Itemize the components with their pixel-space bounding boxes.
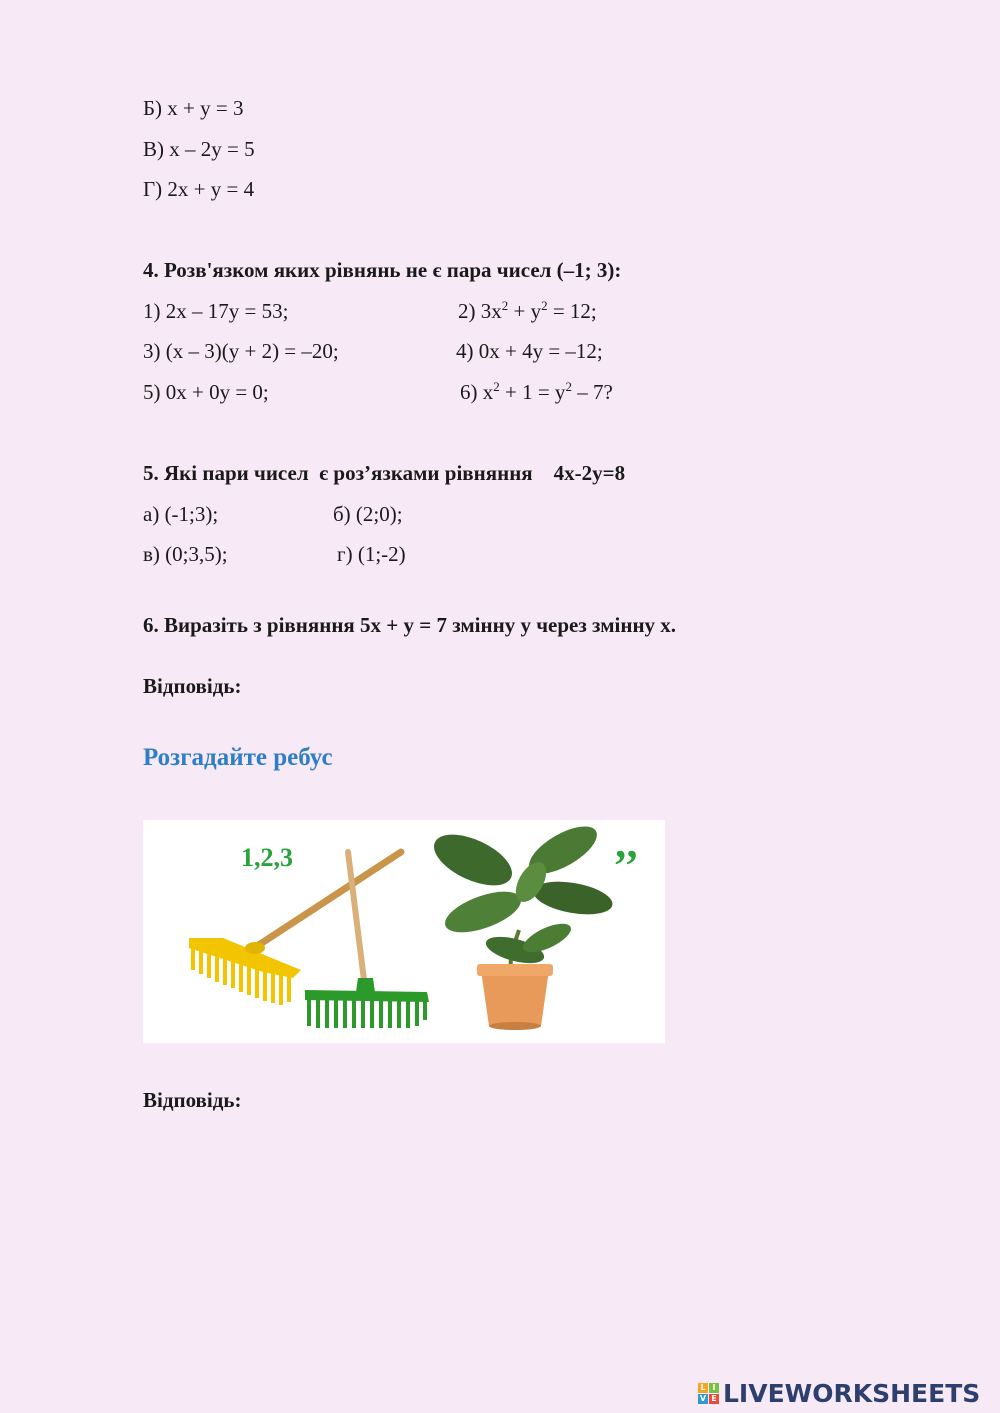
liveworksheets-logo (698, 1378, 980, 1408)
q5-option-g: г) (1;-2) (337, 542, 406, 566)
rebus-title: Розгадайте ребус (143, 744, 333, 771)
q4-option-6: 6) $x^2 + 1 = y^2 - 7$? (460, 379, 613, 404)
rebus-answer-label: Відповідь: (143, 1088, 242, 1112)
q4-option-2: 2) $3x^2 + y^2 = 12$; (458, 298, 597, 323)
logo-text: LIVEWORKSHEETS (723, 1378, 981, 1408)
q5-option-v: в) (0;3,5); (143, 542, 228, 566)
potted-plant-icon (426, 820, 615, 1030)
logo-grid-icon: L I V E (698, 1383, 719, 1404)
q5-title: 5. Які пари чисел є роз’язками рівняння 4x-2y=8 (143, 461, 626, 485)
rebus-numbers: 1,2,3 (241, 843, 293, 872)
q4-title: 4. Розв'язком яких рівнянь не є пара чисел (–1; 3): (143, 258, 622, 282)
q6-answer-label: Відповідь: (143, 674, 242, 698)
q4-option-4: 4) 0x + 4y = –12; (456, 339, 603, 363)
q6-title: 6. Виразіть з рівняння 5x + y = 7 змінну у через змінну х. (143, 613, 677, 637)
q3-option-g: Г) 2x + y = 4 (143, 177, 255, 201)
q4-option-3: 3) (x – 3)(y + 2) = –20; (143, 339, 339, 363)
q3-option-b: Б) x + y = 3 (143, 96, 244, 120)
rebus-image (143, 820, 665, 1043)
rebus-commas: ’’ (613, 841, 640, 890)
q4-option-1: 1) 2x – 17y = 53; (143, 299, 289, 323)
q4-option-5: 5) 0x + 0y = 0; (143, 380, 269, 404)
q5-option-b: б) (2;0); (333, 502, 403, 526)
q3-option-v: В) x – 2y = 5 (143, 137, 255, 161)
green-rake-icon (305, 852, 429, 1028)
q5-option-a: а) (-1;3); (143, 502, 219, 526)
